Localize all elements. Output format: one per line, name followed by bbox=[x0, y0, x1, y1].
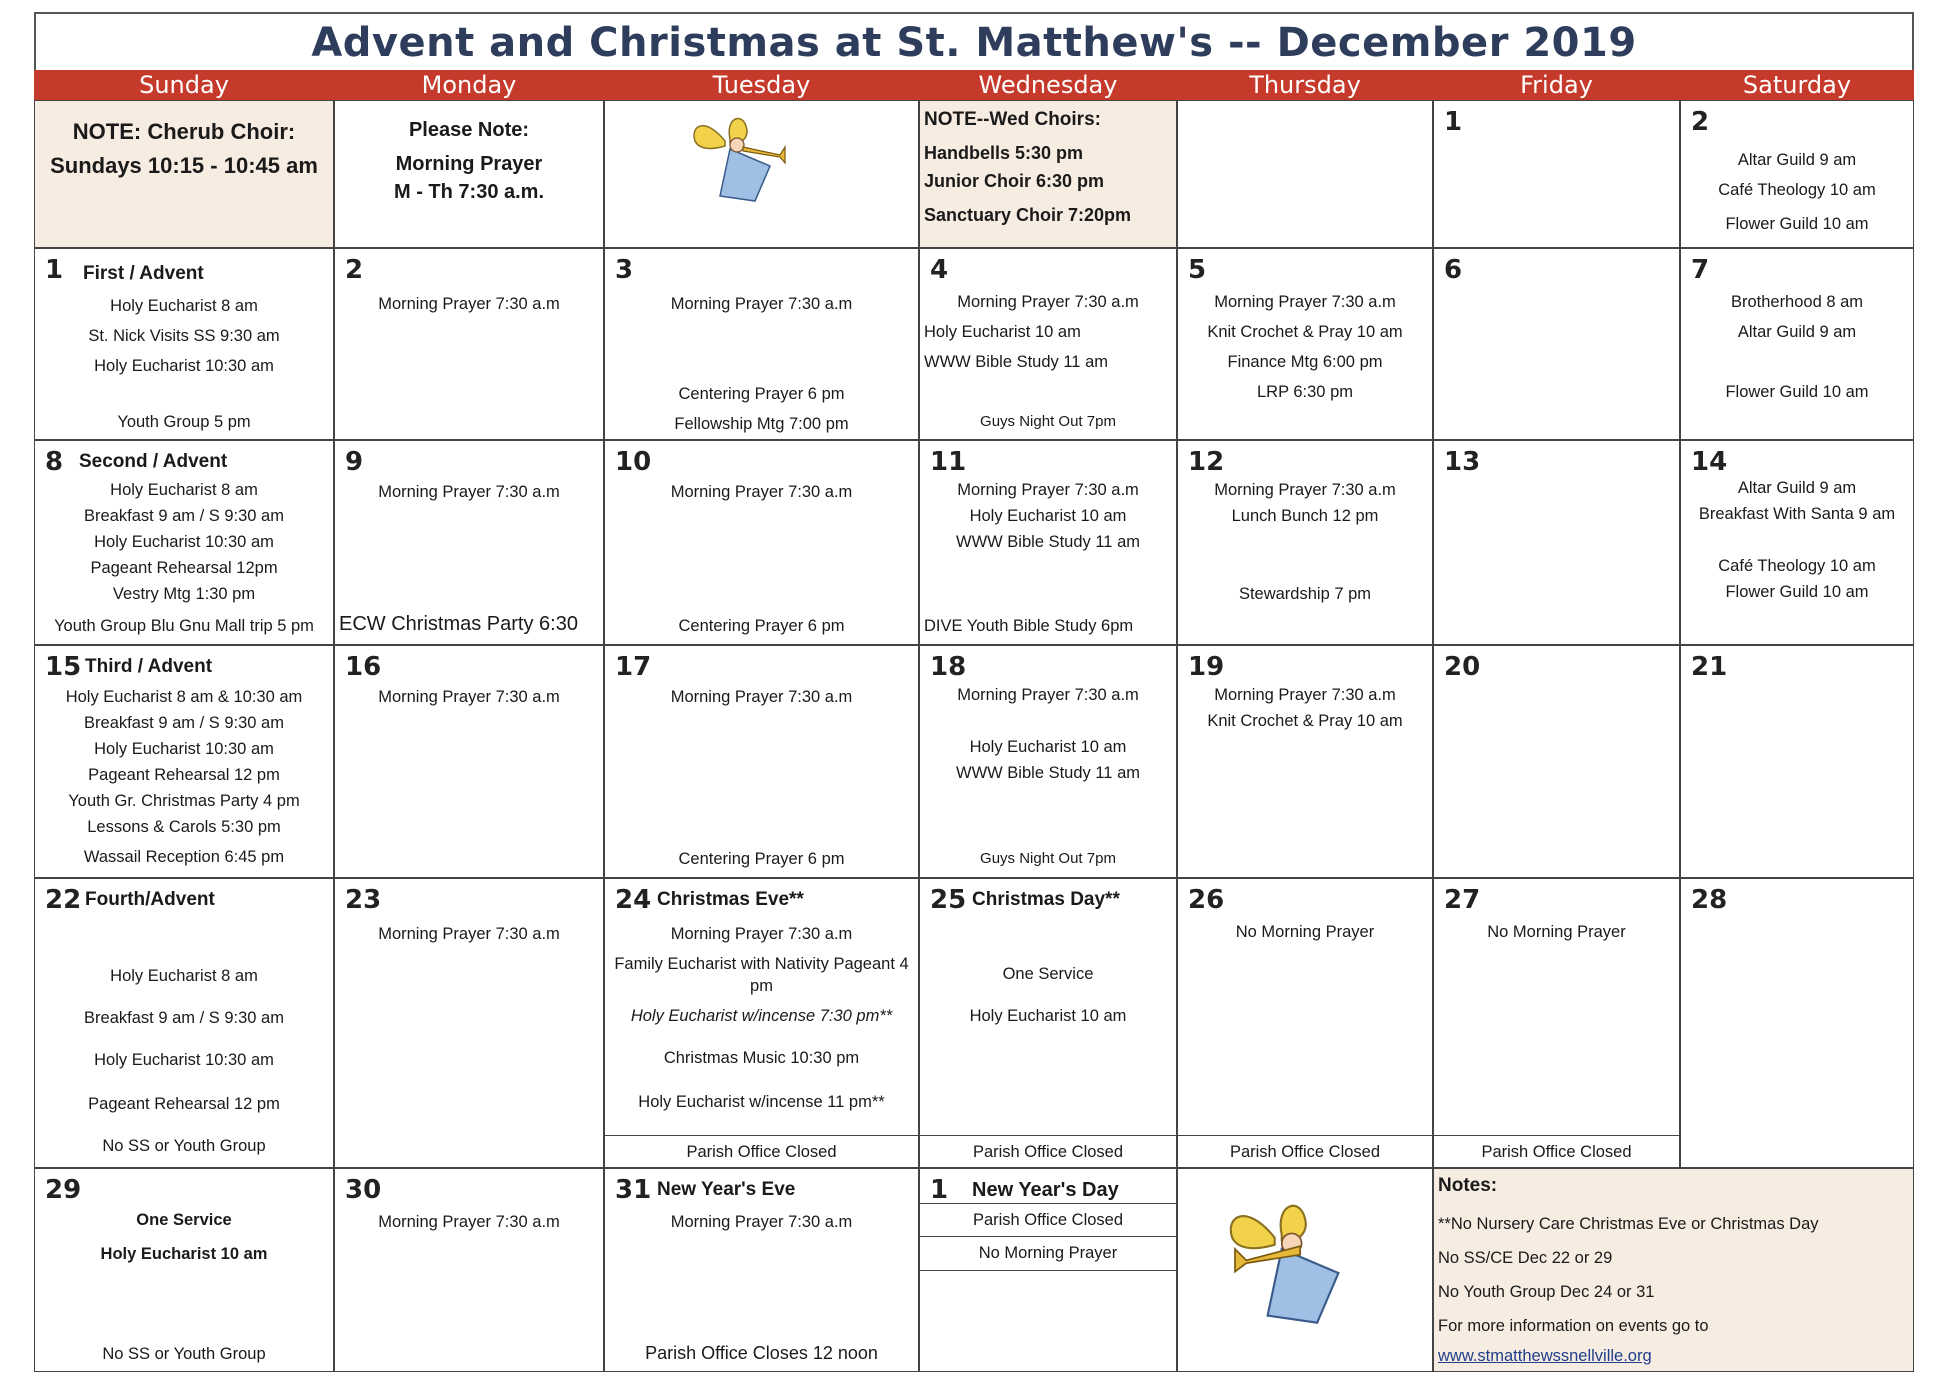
event: No Morning Prayer bbox=[1235, 923, 1375, 941]
event: Holy Eucharist 8 am bbox=[110, 967, 258, 985]
wed-choirs-note bbox=[919, 100, 1177, 248]
event: Youth Group Blu Gnu Mall trip 5 pm bbox=[54, 617, 314, 635]
event: WWW Bible Study 11 am bbox=[956, 533, 1140, 551]
notes-box bbox=[1433, 1168, 1914, 1372]
day-number: 6 bbox=[1444, 255, 1463, 285]
day-cell bbox=[334, 1168, 604, 1372]
event: Flower Guild 10 am bbox=[1725, 215, 1869, 233]
event: Breakfast 9 am / S 9:30 am bbox=[84, 507, 284, 525]
day-number: 31 bbox=[615, 1175, 652, 1205]
day-cell bbox=[34, 645, 334, 878]
event: Morning Prayer 7:30 a.m bbox=[670, 295, 853, 313]
day-cell bbox=[1177, 248, 1433, 440]
day-number: 27 bbox=[1444, 885, 1481, 915]
day-cell bbox=[34, 440, 334, 645]
event: Finance Mtg 6:00 pm bbox=[1227, 353, 1383, 371]
event: Morning Prayer 7:30 a.m bbox=[378, 295, 560, 313]
day-cell bbox=[334, 248, 604, 440]
event: Holy Eucharist 10 am bbox=[924, 323, 1081, 341]
event: One Service bbox=[136, 1211, 232, 1229]
day-header-sunday: Sunday bbox=[34, 70, 334, 100]
day-number: 23 bbox=[345, 885, 382, 915]
event: Holy Eucharist w/incense 7:30 pm** bbox=[630, 1007, 893, 1025]
event: No SS or Youth Group bbox=[102, 1345, 266, 1363]
event: Holy Eucharist 10 am bbox=[100, 1245, 268, 1263]
event: Fellowship Mtg 7:00 pm bbox=[674, 415, 849, 433]
note-line: Morning Prayer bbox=[395, 153, 543, 175]
day-cell bbox=[604, 645, 919, 878]
liturgical-day: Third / Advent bbox=[85, 656, 213, 677]
day-cell bbox=[1177, 878, 1433, 1168]
office-closed-strip: Parish Office Closed bbox=[1178, 1135, 1432, 1169]
notes-heading: Notes: bbox=[1438, 1175, 1498, 1196]
event: St. Nick Visits SS 9:30 am bbox=[88, 327, 280, 345]
day-number: 22 bbox=[45, 885, 82, 915]
morning-prayer-note bbox=[334, 100, 604, 248]
day-number: 18 bbox=[930, 652, 967, 682]
calendar bbox=[34, 12, 1914, 1372]
day-number: 3 bbox=[615, 255, 634, 285]
angel-cell bbox=[604, 100, 919, 248]
day-number: 10 bbox=[615, 447, 652, 477]
day-number: 4 bbox=[930, 255, 949, 285]
event: Holy Eucharist 10:30 am bbox=[94, 533, 274, 551]
day-number: 26 bbox=[1188, 885, 1225, 915]
event: pm bbox=[750, 977, 773, 995]
event: LRP 6:30 pm bbox=[1256, 383, 1353, 401]
event: Morning Prayer 7:30 a.m bbox=[378, 925, 560, 943]
event: No SS or Youth Group bbox=[102, 1137, 266, 1155]
day-cell bbox=[604, 1168, 919, 1372]
event: Guys Night Out 7pm bbox=[980, 413, 1116, 430]
day-number: 7 bbox=[1691, 255, 1710, 285]
event: Pageant Rehearsal 12pm bbox=[90, 559, 278, 577]
angel-trumpet-icon bbox=[685, 111, 805, 211]
liturgical-day: Second / Advent bbox=[79, 451, 228, 472]
event: ECW Christmas Party 6:30 bbox=[339, 613, 578, 635]
day-number: 1 bbox=[930, 1175, 949, 1205]
event: WWW Bible Study 11 am bbox=[956, 764, 1140, 782]
day-number: 19 bbox=[1188, 652, 1225, 682]
day-number: 17 bbox=[615, 652, 652, 682]
liturgical-day: First / Advent bbox=[83, 263, 204, 284]
event: Morning Prayer 7:30 a.m bbox=[670, 483, 853, 501]
event: Holy Eucharist 10:30 am bbox=[94, 740, 274, 758]
holiday-label: New Year's Eve bbox=[657, 1179, 796, 1200]
event: No Morning Prayer bbox=[920, 1237, 1176, 1271]
day-number: 14 bbox=[1691, 447, 1728, 477]
event: Morning Prayer 7:30 a.m bbox=[957, 686, 1139, 704]
event: Centering Prayer 6 pm bbox=[678, 385, 845, 403]
day-number: 24 bbox=[615, 885, 652, 915]
day-cell bbox=[1680, 248, 1914, 440]
day-header-thursday: Thursday bbox=[1177, 70, 1433, 100]
day-number: 1 bbox=[45, 255, 64, 285]
event: Vestry Mtg 1:30 pm bbox=[112, 585, 256, 603]
note-line: Handbells 5:30 pm bbox=[924, 143, 1084, 163]
day-header-wednesday: Wednesday bbox=[919, 70, 1177, 100]
office-closed-strip: Parish Office Closed bbox=[920, 1203, 1176, 1237]
event: Wassail Reception 6:45 pm bbox=[83, 848, 285, 866]
event: Holy Eucharist 10 am bbox=[969, 1007, 1127, 1025]
day-cell bbox=[1680, 440, 1914, 645]
note-line: NOTE: Cherub Choir: bbox=[72, 119, 296, 144]
event: Morning Prayer 7:30 a.m bbox=[670, 925, 853, 943]
event: Morning Prayer 7:30 a.m bbox=[670, 1213, 853, 1231]
day-header-monday: Monday bbox=[334, 70, 604, 100]
day-cell bbox=[604, 248, 919, 440]
event: Morning Prayer 7:30 a.m bbox=[1214, 293, 1396, 311]
holiday-label: New Year's Day bbox=[972, 1179, 1119, 1201]
day-cell bbox=[604, 440, 919, 645]
day-number: 8 bbox=[45, 447, 64, 477]
note-line: Sundays 10:15 - 10:45 am bbox=[50, 153, 318, 178]
event: No Morning Prayer bbox=[1487, 923, 1626, 941]
note-line: No Youth Group Dec 24 or 31 bbox=[1438, 1283, 1655, 1301]
liturgical-day: Fourth/Advent bbox=[85, 889, 215, 910]
day-header-friday: Friday bbox=[1433, 70, 1680, 100]
event: WWW Bible Study 11 am bbox=[924, 353, 1108, 371]
event: Parish Office Closes 12 noon bbox=[645, 1343, 878, 1363]
event: Morning Prayer 7:30 a.m bbox=[957, 481, 1139, 499]
event: Pageant Rehearsal 12 pm bbox=[88, 766, 280, 784]
event: Morning Prayer 7:30 a.m bbox=[957, 293, 1139, 311]
note-line: Sanctuary Choir 7:20pm bbox=[924, 205, 1132, 225]
event: Holy Eucharist 8 am bbox=[110, 481, 258, 499]
day-number: 1 bbox=[1444, 107, 1463, 137]
day-cell bbox=[1680, 100, 1914, 248]
day-cell bbox=[1433, 248, 1680, 440]
event: Christmas Music 10:30 pm bbox=[663, 1049, 860, 1067]
day-cell bbox=[604, 878, 919, 1168]
calendar-title: Advent and Christmas at St. Matthew's -- December 2019 bbox=[34, 12, 1914, 70]
day-number: 29 bbox=[45, 1175, 82, 1205]
event: Café Theology 10 am bbox=[1718, 557, 1876, 575]
angel-trumpet-icon bbox=[1218, 1191, 1388, 1341]
event: Altar Guild 9 am bbox=[1737, 323, 1857, 341]
day-cell bbox=[334, 645, 604, 878]
event: Breakfast With Santa 9 am bbox=[1698, 505, 1896, 523]
day-cell bbox=[34, 878, 334, 1168]
day-cell bbox=[1177, 645, 1433, 878]
note-line: Please Note: bbox=[408, 119, 530, 141]
event: Holy Eucharist 10:30 am bbox=[94, 1051, 274, 1069]
empty-cell bbox=[1177, 100, 1433, 248]
event: Lunch Bunch 12 pm bbox=[1231, 507, 1379, 525]
event: Morning Prayer 7:30 a.m bbox=[378, 483, 560, 501]
day-number: 5 bbox=[1188, 255, 1207, 285]
note-line: For more information on events go to bbox=[1438, 1317, 1709, 1335]
day-number: 9 bbox=[345, 447, 364, 477]
event: Morning Prayer 7:30 a.m bbox=[670, 688, 853, 706]
office-closed-strip: Parish Office Closed bbox=[605, 1135, 918, 1169]
day-cell bbox=[1433, 100, 1680, 248]
event: Brotherhood 8 am bbox=[1730, 293, 1864, 311]
day-cell bbox=[34, 1168, 334, 1372]
event: Holy Eucharist 8 am bbox=[110, 297, 258, 315]
event: Altar Guild 9 am bbox=[1737, 479, 1857, 497]
event: Knit Crochet & Pray 10 am bbox=[1207, 712, 1403, 730]
day-cell bbox=[1433, 645, 1680, 878]
website-link[interactable]: www.stmatthewssnellville.org bbox=[1438, 1347, 1652, 1365]
event: Morning Prayer 7:30 a.m bbox=[378, 1213, 560, 1231]
day-number: 15 bbox=[45, 652, 82, 682]
day-cell bbox=[919, 878, 1177, 1168]
day-number: 30 bbox=[345, 1175, 382, 1205]
day-number: 2 bbox=[345, 255, 364, 285]
office-closed-strip: Parish Office Closed bbox=[920, 1135, 1176, 1169]
event: Altar Guild 9 am bbox=[1737, 151, 1857, 169]
event: Breakfast 9 am / S 9:30 am bbox=[84, 1009, 284, 1027]
event: Holy Eucharist 10 am bbox=[969, 507, 1127, 525]
event: Holy Eucharist w/incense 11 pm** bbox=[638, 1093, 885, 1111]
event: Holy Eucharist 10 am bbox=[969, 738, 1127, 756]
day-number: 12 bbox=[1188, 447, 1225, 477]
day-cell bbox=[1680, 878, 1914, 1168]
day-number: 20 bbox=[1444, 652, 1481, 682]
event: Morning Prayer 7:30 a.m bbox=[1214, 686, 1396, 704]
event: DIVE Youth Bible Study 6pm bbox=[924, 617, 1134, 635]
event: Morning Prayer 7:30 a.m bbox=[1214, 481, 1396, 499]
holiday-label: Christmas Day** bbox=[972, 889, 1120, 910]
day-cell bbox=[1177, 440, 1433, 645]
day-number: 11 bbox=[930, 447, 967, 477]
event: Family Eucharist with Nativity Pageant 4 bbox=[614, 955, 909, 973]
event: Holy Eucharist 10:30 am bbox=[94, 357, 274, 375]
day-cell bbox=[1680, 645, 1914, 878]
event: Morning Prayer 7:30 a.m bbox=[378, 688, 560, 706]
event: Holy Eucharist 8 am & 10:30 am bbox=[65, 688, 303, 706]
event: Youth Gr. Christmas Party 4 pm bbox=[68, 792, 300, 810]
note-line: No SS/CE Dec 22 or 29 bbox=[1438, 1249, 1613, 1267]
event: Knit Crochet & Pray 10 am bbox=[1207, 323, 1403, 341]
note-line: **No Nursery Care Christmas Eve or Christmas Day bbox=[1438, 1215, 1819, 1233]
day-cell bbox=[334, 878, 604, 1168]
angel-cell bbox=[1177, 1168, 1433, 1372]
day-number: 2 bbox=[1691, 107, 1710, 137]
day-cell bbox=[334, 440, 604, 645]
day-number: 25 bbox=[930, 885, 967, 915]
day-cell bbox=[919, 248, 1177, 440]
office-closed-strip: Parish Office Closed bbox=[1434, 1135, 1679, 1169]
holiday-label: Christmas Eve** bbox=[657, 889, 804, 910]
event: Stewardship 7 pm bbox=[1238, 585, 1372, 603]
day-number: 28 bbox=[1691, 885, 1728, 915]
day-cell bbox=[919, 1168, 1177, 1372]
event: Breakfast 9 am / S 9:30 am bbox=[84, 714, 284, 732]
note-line: M - Th 7:30 a.m. bbox=[393, 181, 545, 203]
event: Flower Guild 10 am bbox=[1725, 383, 1869, 401]
event: Youth Group 5 pm bbox=[117, 413, 251, 431]
event: Café Theology 10 am bbox=[1718, 181, 1876, 199]
day-cell bbox=[1433, 878, 1680, 1168]
event: Centering Prayer 6 pm bbox=[678, 617, 845, 635]
event: Lessons & Carols 5:30 pm bbox=[87, 818, 281, 836]
day-number: 13 bbox=[1444, 447, 1481, 477]
day-number: 16 bbox=[345, 652, 382, 682]
note-line: Junior Choir 6:30 pm bbox=[924, 171, 1105, 191]
cherub-choir-note bbox=[34, 100, 334, 248]
day-cell bbox=[919, 645, 1177, 878]
day-cell bbox=[1433, 440, 1680, 645]
event: Pageant Rehearsal 12 pm bbox=[88, 1095, 280, 1113]
event: Centering Prayer 6 pm bbox=[678, 850, 845, 868]
day-header-tuesday: Tuesday bbox=[604, 70, 919, 100]
note-line: NOTE--Wed Choirs: bbox=[924, 109, 1101, 130]
event: Flower Guild 10 am bbox=[1725, 583, 1869, 601]
day-number: 21 bbox=[1691, 652, 1728, 682]
day-cell bbox=[34, 248, 334, 440]
event: Guys Night Out 7pm bbox=[980, 850, 1116, 867]
day-header-saturday: Saturday bbox=[1680, 70, 1914, 100]
event: One Service bbox=[1002, 965, 1094, 983]
day-cell bbox=[919, 440, 1177, 645]
